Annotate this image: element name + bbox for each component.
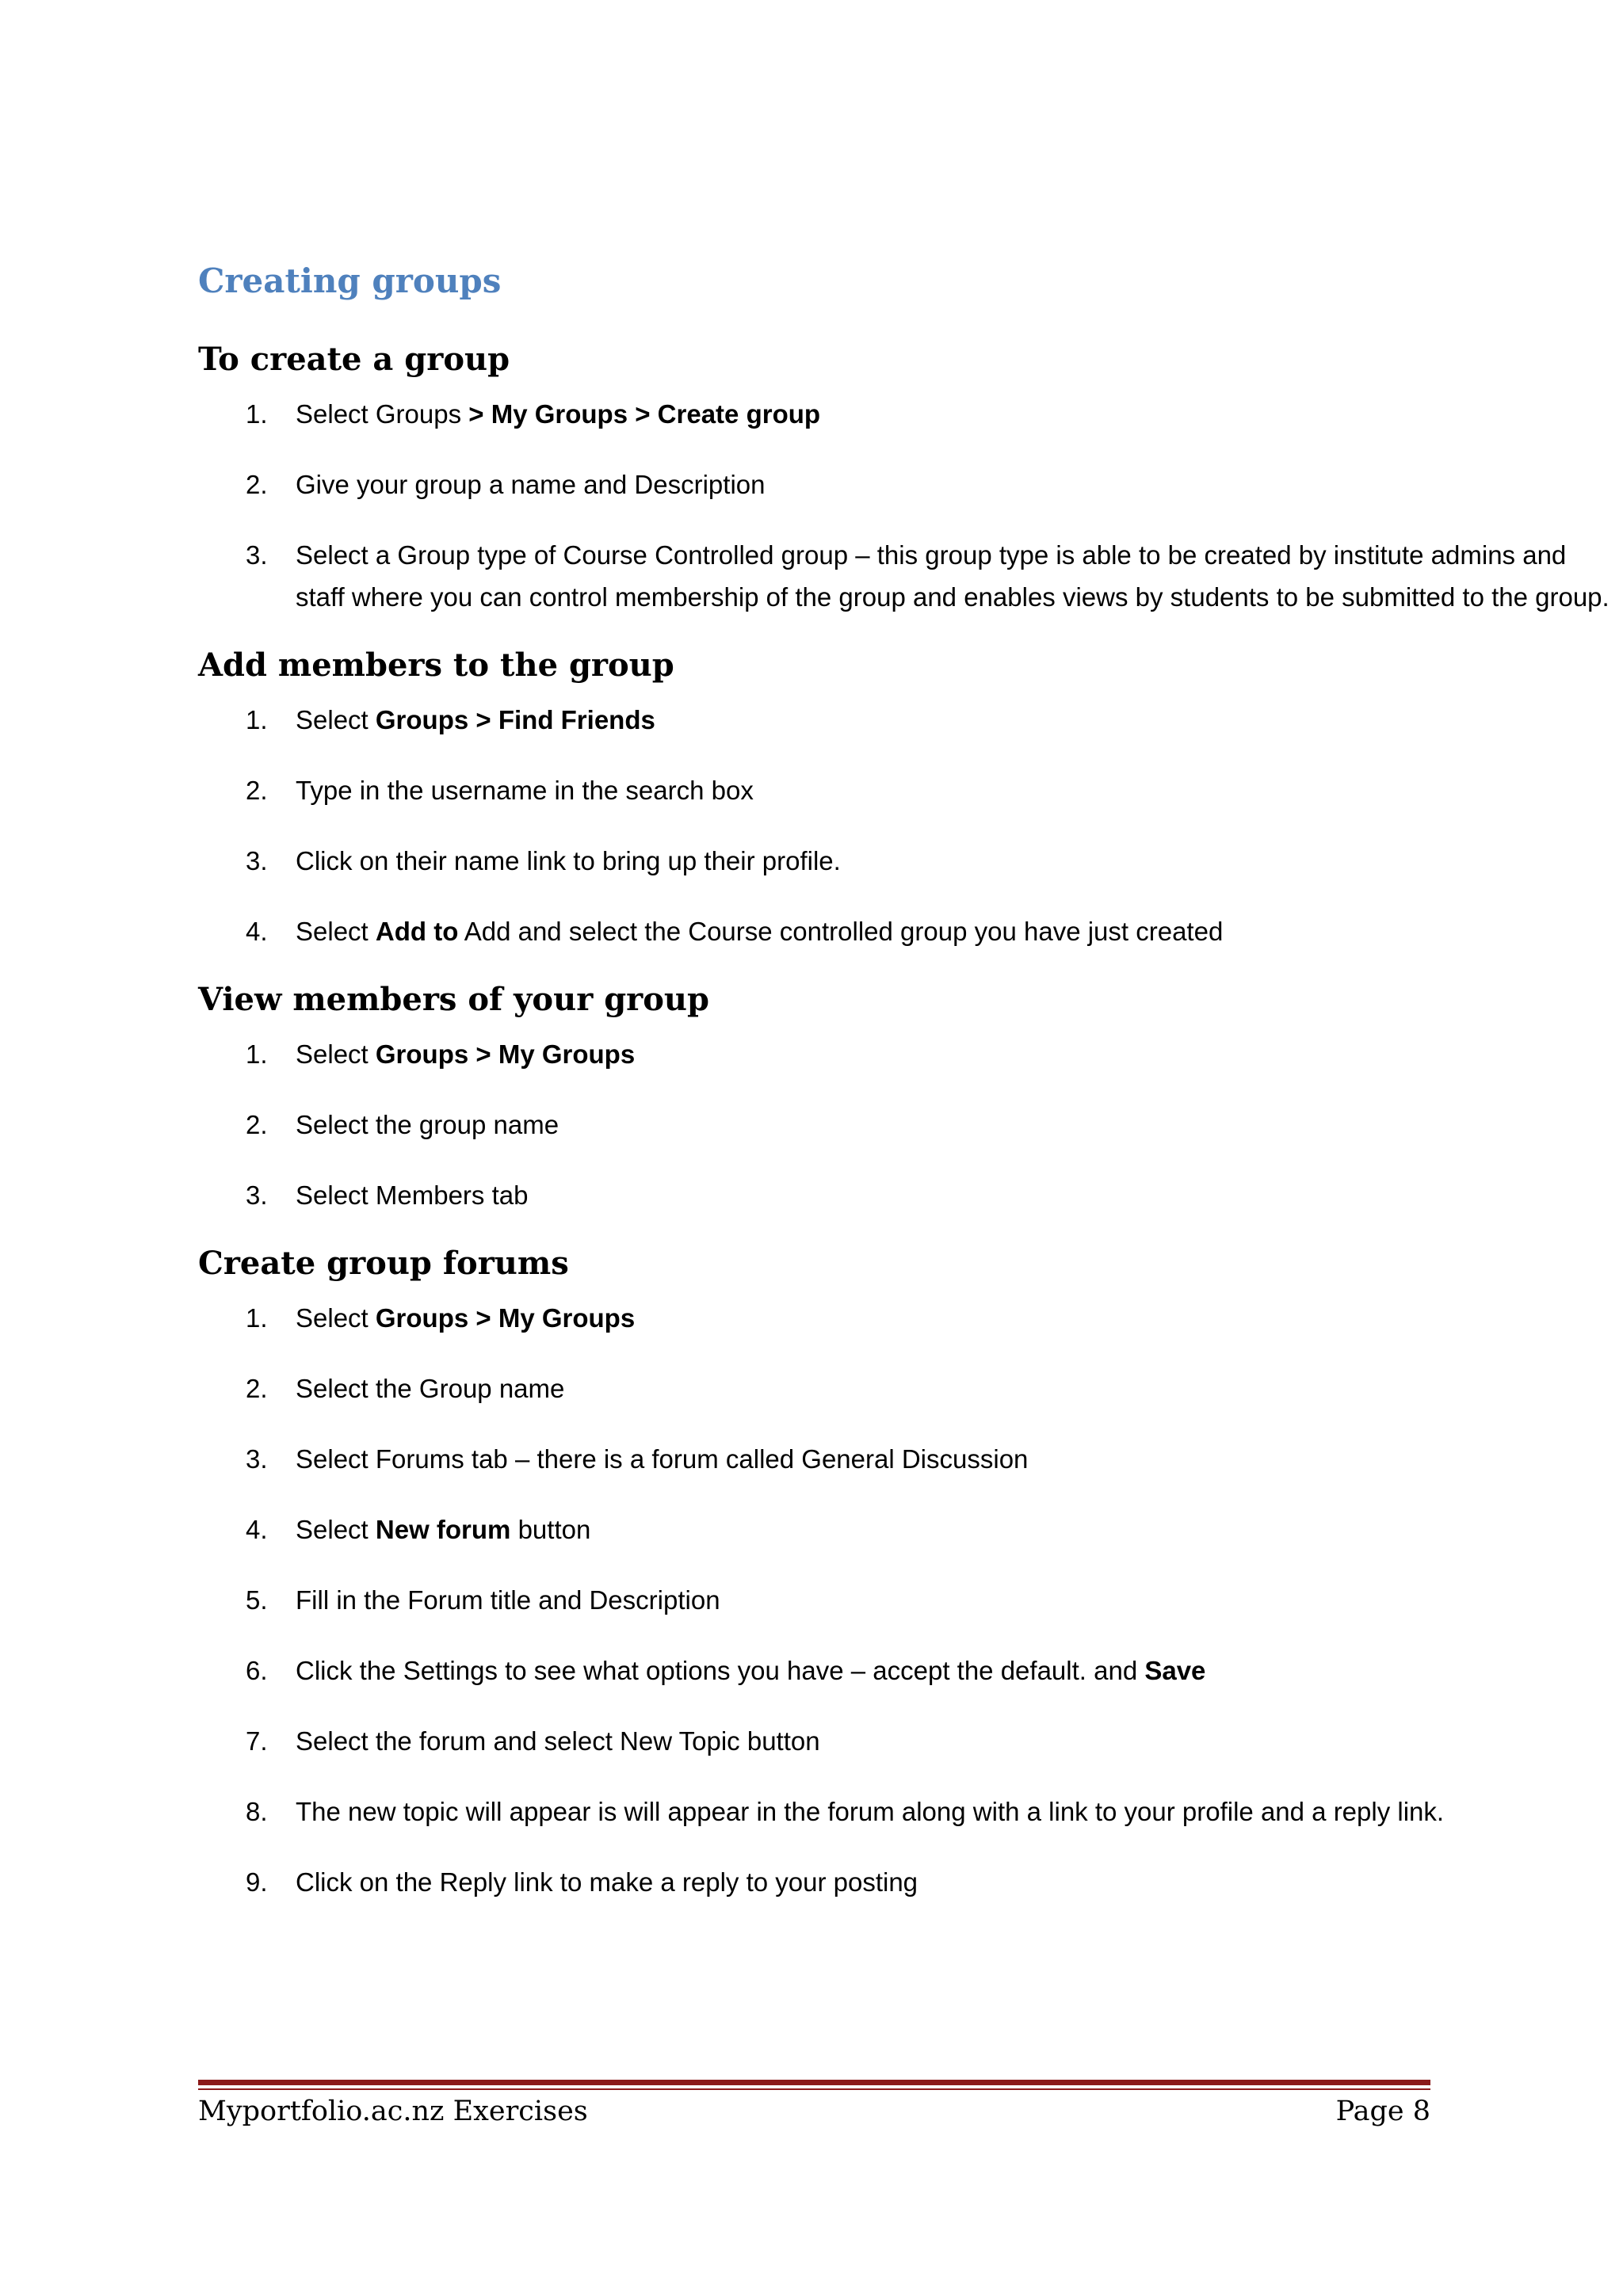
- list-item: [198, 840, 1611, 882]
- step-text-bold: Save: [1144, 1656, 1206, 1685]
- step-number: 8.: [246, 1797, 268, 1826]
- list-item: [198, 1508, 1611, 1550]
- list-item: [198, 1861, 1611, 1903]
- section-heading: To create a group: [198, 341, 510, 378]
- step-text: [296, 540, 1610, 612]
- section: [198, 981, 1430, 1216]
- step-number: 9.: [246, 1867, 268, 1897]
- section-heading: Create group forums: [198, 1245, 569, 1282]
- step-text-run: Click on their name link to bring up their profile.: [296, 846, 841, 875]
- steps-list: [198, 699, 1430, 952]
- step-text: [296, 917, 1223, 946]
- step-text: [296, 399, 820, 429]
- step-number: 6.: [246, 1656, 268, 1685]
- page-title: Creating groups: [198, 261, 502, 300]
- step-number: 1.: [246, 1303, 268, 1333]
- step-text-run: button: [510, 1515, 591, 1544]
- step-number: 2.: [246, 1374, 268, 1403]
- steps-list: [198, 1297, 1445, 1903]
- step-text-run: Select the Group name: [296, 1374, 565, 1403]
- step-text-run: Select Groups: [296, 399, 469, 429]
- list-item: [198, 769, 1611, 811]
- step-text-run: Fill in the Forum title and Description: [296, 1585, 720, 1615]
- step-text-run: Select the forum and select New Topic button: [296, 1726, 820, 1756]
- steps-list: [198, 1033, 1430, 1216]
- list-item: [198, 1791, 1611, 1833]
- list-item: [198, 393, 1611, 435]
- step-text: [296, 1444, 1028, 1474]
- footer-rule-thin: [198, 2088, 1430, 2090]
- list-item: [198, 699, 1611, 741]
- step-number: 2.: [246, 1110, 268, 1139]
- step-number: 3.: [246, 1180, 268, 1210]
- step-text: [296, 1039, 635, 1069]
- section-heading: View members of your group: [198, 981, 709, 1018]
- step-text: [296, 1867, 918, 1897]
- step-text: [296, 846, 841, 875]
- step-number: 4.: [246, 917, 268, 946]
- step-text-run: Select Members tab: [296, 1180, 529, 1210]
- step-text: [296, 1303, 635, 1333]
- step-text: [296, 470, 766, 499]
- step-text-bold: > My Groups > Create group: [468, 399, 821, 429]
- step-text-bold: Groups > My Groups: [375, 1303, 636, 1333]
- footer-site-name: Myportfolio.ac.nz Exercises: [198, 2096, 588, 2127]
- list-item: [198, 1720, 1611, 1762]
- step-number: 1.: [246, 1039, 268, 1069]
- step-text-run: Click the Settings to see what options you have – accept the default. and: [296, 1656, 1145, 1685]
- section: [198, 646, 1430, 952]
- step-text-run: Select Forums tab – there is a forum called General Discussion: [296, 1444, 1029, 1474]
- step-text: [296, 1515, 590, 1544]
- list-item: [198, 534, 1611, 618]
- step-text-bold: Groups > My Groups: [375, 1039, 636, 1069]
- list-item: [198, 1174, 1611, 1216]
- list-item: [198, 1579, 1611, 1621]
- step-text: [296, 776, 754, 805]
- step-text-run: Select: [296, 1303, 376, 1333]
- step-text-bold: Groups > Find Friends: [375, 705, 655, 734]
- step-text-run: Type in the username in the search box: [296, 776, 754, 805]
- step-text-bold: New forum: [375, 1515, 511, 1544]
- steps-list: [198, 393, 1610, 618]
- step-text: [296, 1656, 1205, 1685]
- step-text: [296, 1374, 564, 1403]
- step-text-run: Add and select the Course controlled group you have just created: [458, 917, 1224, 946]
- document-body: [198, 341, 1610, 1932]
- step-number: 5.: [246, 1585, 268, 1615]
- footer-page-number: Page 8: [1335, 2096, 1430, 2127]
- footer-rule: [198, 2080, 1430, 2085]
- step-text: [296, 1797, 1444, 1826]
- step-number: 3.: [246, 1444, 268, 1474]
- document-page: [198, 0, 1610, 2296]
- list-item: [198, 1033, 1611, 1075]
- step-number: 2.: [246, 470, 268, 499]
- step-number: 4.: [246, 1515, 268, 1544]
- list-item: [198, 1650, 1611, 1691]
- step-text: [296, 1180, 528, 1210]
- step-text: [296, 1110, 559, 1139]
- section: [198, 341, 1610, 618]
- step-text-run: Select: [296, 705, 376, 734]
- step-number: 3.: [246, 540, 268, 570]
- step-text-run: Select: [296, 1515, 376, 1544]
- step-text-run: Select: [296, 917, 376, 946]
- list-item: [198, 1367, 1611, 1409]
- list-item: [198, 463, 1611, 505]
- step-text-run: Select: [296, 1039, 376, 1069]
- step-text: [296, 705, 655, 734]
- step-text: [296, 1585, 720, 1615]
- list-item: [198, 1104, 1611, 1146]
- step-number: 3.: [246, 846, 268, 875]
- step-text: [296, 1726, 820, 1756]
- step-number: 2.: [246, 776, 268, 805]
- step-number: 1.: [246, 399, 268, 429]
- list-item: [198, 1297, 1611, 1339]
- step-text-run: Select a Group type of Course Controlled group – this group type is able to be created by institute admins and staff where you can control membership of the group and enables views by students to be submitted to the group.: [296, 540, 1610, 612]
- step-text-bold: Add to: [375, 917, 459, 946]
- step-text-run: Click on the Reply link to make a reply to your posting: [296, 1867, 918, 1897]
- step-text-run: Give your group a name and Description: [296, 470, 766, 499]
- step-text-run: The new topic will appear is will appear in the forum along with a link to your profile and a reply link.: [296, 1797, 1445, 1826]
- step-text-run: Select the group name: [296, 1110, 559, 1139]
- step-number: 1.: [246, 705, 268, 734]
- step-number: 7.: [246, 1726, 268, 1756]
- section-heading: Add members to the group: [198, 646, 674, 684]
- section: [198, 1245, 1445, 1903]
- list-item: [198, 1438, 1611, 1480]
- list-item: [198, 910, 1611, 952]
